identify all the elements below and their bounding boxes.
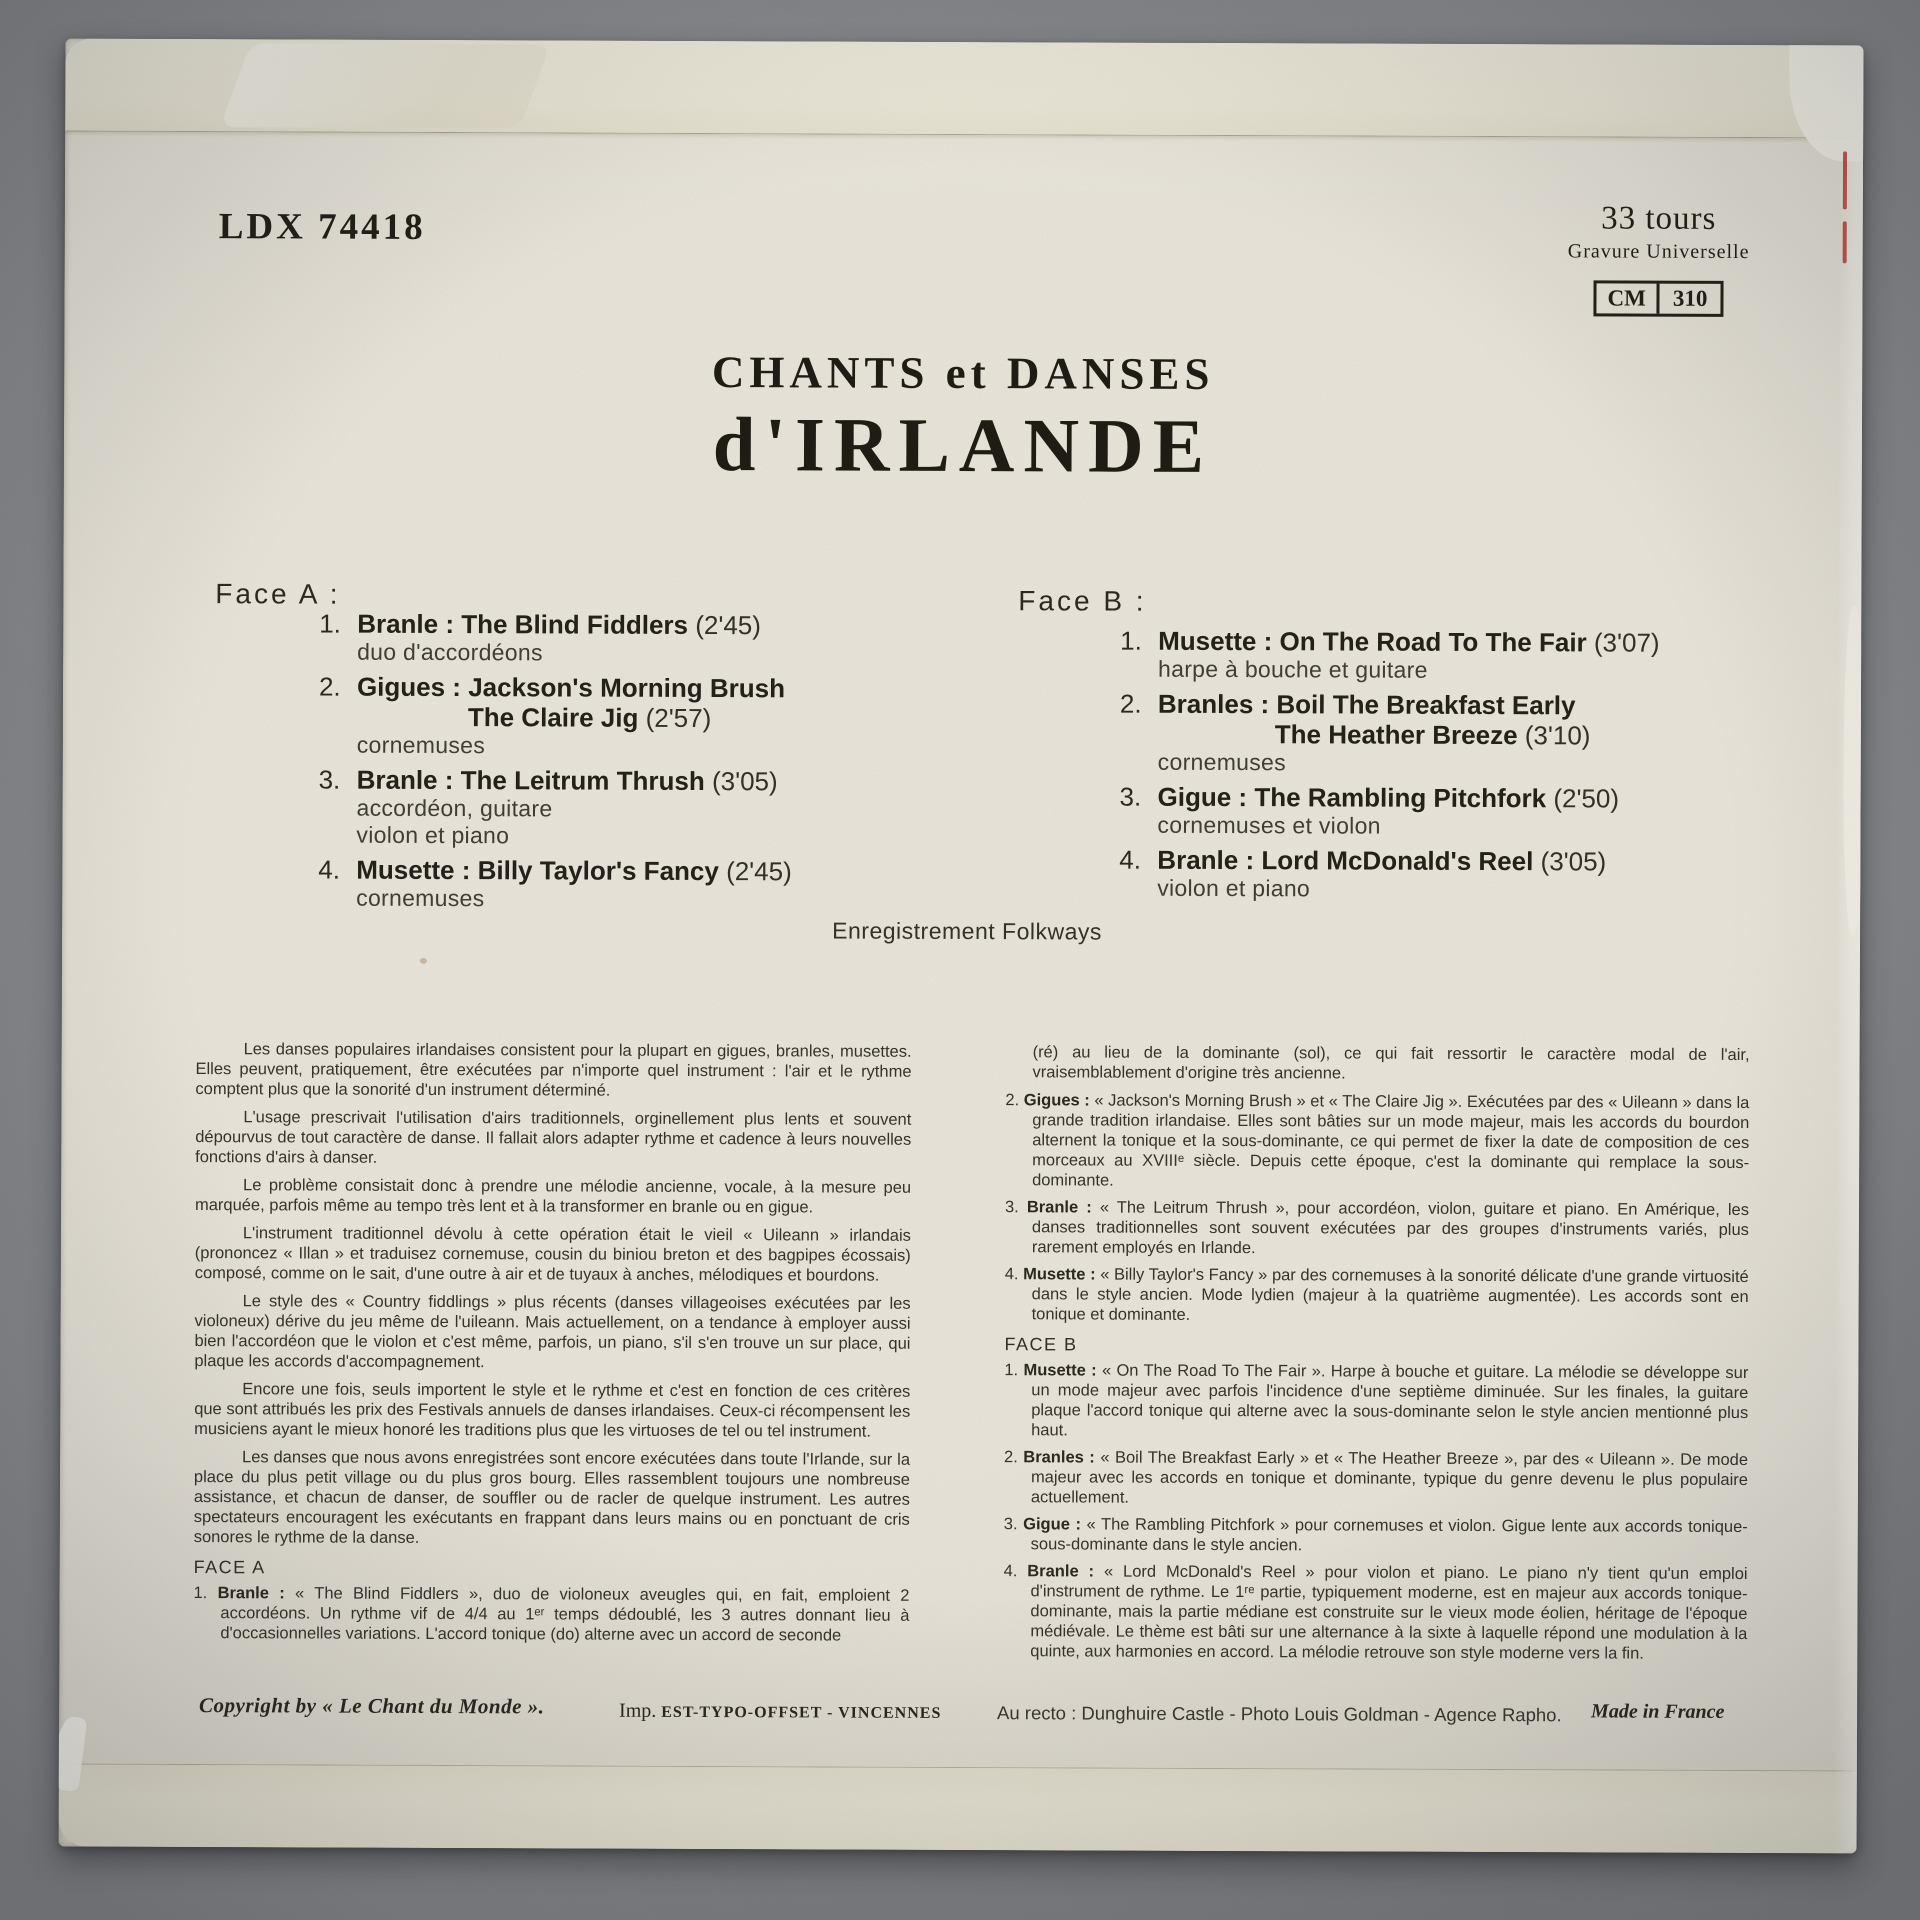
track-title: Branle : The Leitrum Thrush — [356, 764, 705, 797]
front-cover-credit: Au recto : Dunghuire Castle - Photo Louis Goldman - Agence Rapho. — [997, 1702, 1562, 1726]
note-number: 2. — [1005, 1091, 1020, 1110]
track-duration: (2'50) — [1553, 783, 1620, 814]
top-right-corner-wear — [1789, 41, 1863, 161]
red-mark — [1843, 151, 1847, 209]
track-a3 — [318, 764, 976, 851]
sleeve-bottom-seam — [59, 1764, 1857, 1854]
note-text: « The Blind Fiddlers », duo de violoneux aveugles qui, en fait, emploient 2 accordéons. Un rythme vif de 4/4 au 1ᵉʳ temps dédoublé, les 3 autres donnant lieu à d'occasionnelles variations. L'accord tonique (do) alterne avec un accord de seconde — [220, 1584, 910, 1645]
track-b1 — [1120, 625, 1798, 685]
note-text: « The Leitrum Thrush », pour accordéon, violon, guitare et piano. En Amérique, les danses traditionnelles sont souvent exécutées par des groupes d'instruments variés, plus rarement employés en Irlande. — [1031, 1198, 1750, 1258]
track-number: 4. — [1119, 844, 1142, 875]
track-instruments: cornemuses — [356, 884, 485, 912]
note-lead: Branle : — [1026, 1198, 1092, 1217]
note-lead: Branle : — [217, 1584, 285, 1603]
notes-paragraph: Le style des « Country fiddlings » plus récents (danses villageoises exécutées par les violoneux) dérive du jeu même de l'uileann. Mais actuellement, on a tendance à employer aussi bien l'accordéon que le violon et c'est même, parfois, un piano, s'il s'en trouve un sur place, qui plaque les accords d'accompagnement. — [194, 1292, 911, 1372]
catalog-number: LDX 74418 — [218, 206, 426, 248]
track-number: 2. — [1119, 688, 1142, 719]
track-number: 3. — [1119, 781, 1142, 812]
notes-section-face-a: FACE A — [193, 1557, 266, 1578]
track-number: 2. — [318, 671, 341, 702]
copyright-line: Copyright by « Le Chant du Monde ». — [199, 1693, 545, 1719]
track-title-line — [357, 765, 977, 797]
track-title: Gigues : Jackson's Morning Brush — [356, 671, 786, 704]
flap-crease — [220, 43, 551, 128]
note-item — [1005, 1197, 1749, 1260]
note-text: « The Rambling Pitchfork » pour cornemuses et violon. Gigue lente aux accords tonique-sous-dominante dans le style ancien. — [1030, 1515, 1748, 1555]
track-title: Branles : Boil The Breakfast Early — [1157, 688, 1576, 721]
track-duration: (2'57) — [645, 702, 712, 734]
note-lead: Musette : — [1023, 1265, 1096, 1284]
note-number: 4. — [1003, 1562, 1018, 1581]
track-b4 — [1119, 844, 1797, 904]
note-item — [1003, 1561, 1747, 1664]
note-lead: Gigue : — [1023, 1515, 1082, 1534]
track-b3 — [1119, 781, 1797, 841]
notes-left-column — [193, 1039, 911, 1653]
made-in-france: Made in France — [1591, 1700, 1725, 1723]
track-number: 4. — [318, 854, 341, 885]
track-instruments: cornemuses — [356, 731, 486, 759]
track-instruments: violon et piano — [1157, 874, 1311, 902]
notes-paragraph: Le problème consistait donc à prendre une mélodie ancienne, vocale, à la mesure peu marquée, parfois même au tempo très lent et à la transformer en branle ou en gigue. — [194, 1176, 912, 1217]
track-number: 1. — [1120, 625, 1142, 656]
note-number: 3. — [1003, 1515, 1018, 1534]
track-title: Musette : On The Road To The Fair — [1158, 625, 1587, 658]
track-duration: (2'45) — [726, 856, 792, 887]
note-text: « On The Road To The Fair ». Harpe à bouche et guitare. La mélodie se développe sur un mode majeur avec parfois l'incidence d'une septième diminuée. Sur les finales, la guitare plaque l'accord tonique qui alterne avec la sous-dominante selon le style ancien mentionné plus haut. — [1031, 1361, 1749, 1440]
side-a-label: Face A : — [215, 578, 341, 610]
track-title-line — [356, 855, 976, 887]
label-number: 310 — [1657, 284, 1721, 314]
track-title: Musette : Billy Taylor's Fancy — [356, 854, 719, 887]
side-a-tracklist — [318, 608, 977, 920]
notes-paragraph: Les danses que nous avons enregistrées sont encore exécutées dans toute l'Irlande, sur la place du plus petit village ou du plus gros bourg. Elles rassemblent toujours une nombreuse assistance, et chacun de danser, de souffler ou de racler de quelque instrument. Les autres spectateurs encouragent les exécutants en frappant dans leurs mains ou en ponctuant de cris sonores le rythme de la danse. — [193, 1448, 911, 1547]
red-mark — [1843, 221, 1847, 263]
notes-paragraph: L'usage prescrivait l'utilisation d'airs traditionnels, orginellement plus lents et souvent dépourvus de tout caractère de danse. Il fallait alors adapter rythme et cadence à leurs nouvelles fonctions d'airs à danser. — [195, 1108, 912, 1167]
track-duration: (3'10) — [1524, 720, 1591, 751]
printer-name: EST-TYPO-OFFSET - VINCENNES — [661, 1703, 942, 1722]
track-title-line — [1157, 845, 1797, 877]
notes-continuation: (ré) au lieu de la dominante (sol), ce qui fait ressortir le caractère modal de l'air, vraisemblablement d'origine très ancienne. — [1032, 1043, 1750, 1083]
note-item — [1005, 1264, 1749, 1327]
notes-section-face-b: FACE B — [1004, 1334, 1078, 1355]
track-title: The Heather Breeze — [1274, 719, 1518, 751]
note-text: « Lord McDonald's Reel » pour violon et piano. Le piano n'y tient qu'un emploi d'instrument de rythme. Le 1ʳᵉ partie, typiquement moderne, est en majeur aux accords tonique-dominante, mais la partie médiane est construite sur le vieux mode éolien, héritage de l'époque médiévale. Le thème est bâti sur une alternance à la sixte à laquelle répond une modulation à la quinte, aux harmonies en accord. La mélodie retrouve son style moderne vers la fin. — [1030, 1562, 1748, 1663]
note-lead: Gigues : — [1023, 1091, 1090, 1110]
note-item — [1004, 1447, 1748, 1510]
album-title — [64, 345, 1863, 490]
note-item — [1005, 1090, 1749, 1193]
note-lead: Musette : — [1023, 1361, 1097, 1380]
note-text: « Jackson's Morning Brush » et « The Claire Jig ». Exécutées par des « Uileann » dans la grande tradition irlandaise. Elles sont bâties sur un mode majeur, mais les accords du bourdon alternent la tonique et la sous-dominante, ce qui permet de fixer la date de composition de ces morceaux au XVIIIᵉ siècle. Depuis cette époque, c'est la dominante qui remplace la sous-dominante. — [1032, 1091, 1750, 1190]
track-instruments: cornemuses et violon — [1157, 811, 1381, 839]
track-duration: (2'45) — [695, 609, 762, 641]
paper-speck — [420, 958, 427, 964]
note-text: « Boil The Breakfast Early » et « The Heather Breeze », par des « Uileann ». De mode majeur avec les accords en tonique et dominante, typique du genre devenu le plus populaire actuellement. — [1030, 1448, 1749, 1507]
right-edge-wear-patch — [1843, 605, 1863, 935]
album-title-line1: CHANTS et DANSES — [711, 347, 1215, 399]
track-a2 — [318, 671, 977, 761]
track-title: Branle : The Blind Fiddlers — [357, 608, 689, 640]
track-title: Gigue : The Rambling Pitchfork — [1157, 781, 1547, 814]
record-sleeve-back — [59, 39, 1864, 1854]
note-item — [193, 1583, 909, 1646]
notes-paragraph: Encore une fois, seuls importent le style et le rythme et c'est en fonction de ces critères que sont attribués les prix des Festivals annuels de danses irlandaises. Ceux-ci récompensent les musiciens ayant le mieux honoré les traditions plus que les virtuoses de tel ou tel instrument. — [194, 1380, 911, 1441]
note-lead: Branles : — [1023, 1448, 1095, 1467]
printer-prefix: Imp. — [619, 1699, 657, 1722]
sleeve-top-flap — [65, 39, 1863, 139]
track-duration: (3'05) — [1540, 846, 1607, 877]
notes-paragraph: Les danses populaires irlandaises consistent pour la plupart en gigues, branles, musettes. Elles peuvent, pratiquement, être exécutées par n'importe quel instrument : l'air et le rythme comptent plus que la sonorité d'un instrument déterminé. — [195, 1040, 912, 1100]
notes-right-column — [1003, 1042, 1749, 1671]
track-title-line — [357, 609, 977, 641]
notes-paragraph: L'instrument traditionnel dévolu à cette opération était le vieil « Uileann » irlandais (prononcez « Illan » et traduisez cornemuse, cousin du biniou breton et des bagpipes écossais) composé, comme on le sait, d'une outre à air et de tuyaux à anches, mélodiques et bourdons. — [194, 1224, 911, 1285]
engraving-label: Gravure Universelle — [1567, 240, 1750, 264]
track-title-line2 — [1158, 719, 1798, 751]
track-b2 — [1119, 688, 1798, 778]
note-number: 1. — [193, 1584, 208, 1603]
track-title: The Claire Jig — [467, 702, 639, 733]
track-number: 3. — [318, 764, 341, 795]
speed-33-tours: 33 tours — [1601, 200, 1717, 237]
note-item — [1004, 1360, 1748, 1443]
track-instruments: accordéon, guitare — [356, 794, 553, 822]
track-title-line2 — [357, 702, 977, 734]
track-number: 1. — [319, 608, 341, 639]
right-edge-wear — [1833, 45, 1864, 1853]
track-title-line — [357, 672, 977, 704]
track-instruments: harpe à bouche et guitare — [1158, 655, 1428, 683]
note-number: 2. — [1004, 1448, 1018, 1467]
track-duration: (3'05) — [711, 766, 778, 797]
label-code-box — [1594, 280, 1724, 316]
side-b-tracklist — [1119, 625, 1798, 910]
album-title-line2: d'IRLANDE — [712, 401, 1214, 489]
note-text: « Billy Taylor's Fancy » par des cornemuses à la sonorité délicate d'une grande virtuosité dans le style ancien. Mode lydien (majeur à la quatrième augmentée). Les accords sont en tonique et dominante. — [1031, 1265, 1749, 1324]
note-number: 3. — [1004, 1198, 1019, 1217]
note-number: 1. — [1004, 1361, 1019, 1380]
track-title-line — [1158, 626, 1798, 658]
track-title: Branle : Lord McDonald's Reel — [1157, 844, 1534, 877]
note-number: 4. — [1004, 1265, 1019, 1284]
track-instruments: violon et piano — [356, 821, 510, 849]
track-duration: (3'07) — [1593, 627, 1660, 658]
track-a4 — [318, 854, 976, 914]
track-title-line — [1158, 782, 1798, 814]
speed-block — [1526, 198, 1790, 317]
note-item — [1004, 1514, 1748, 1557]
track-title-line — [1158, 689, 1798, 721]
label-code: CM — [1607, 285, 1646, 311]
track-instruments: duo d'accordéons — [357, 638, 543, 666]
side-b-label: Face B : — [1018, 585, 1147, 617]
printer-line — [619, 1700, 941, 1724]
recording-credit: Enregistrement Folkways — [832, 917, 1102, 945]
track-a1 — [319, 608, 977, 668]
track-instruments: cornemuses — [1157, 748, 1287, 776]
note-lead: Branle : — [1027, 1562, 1095, 1581]
